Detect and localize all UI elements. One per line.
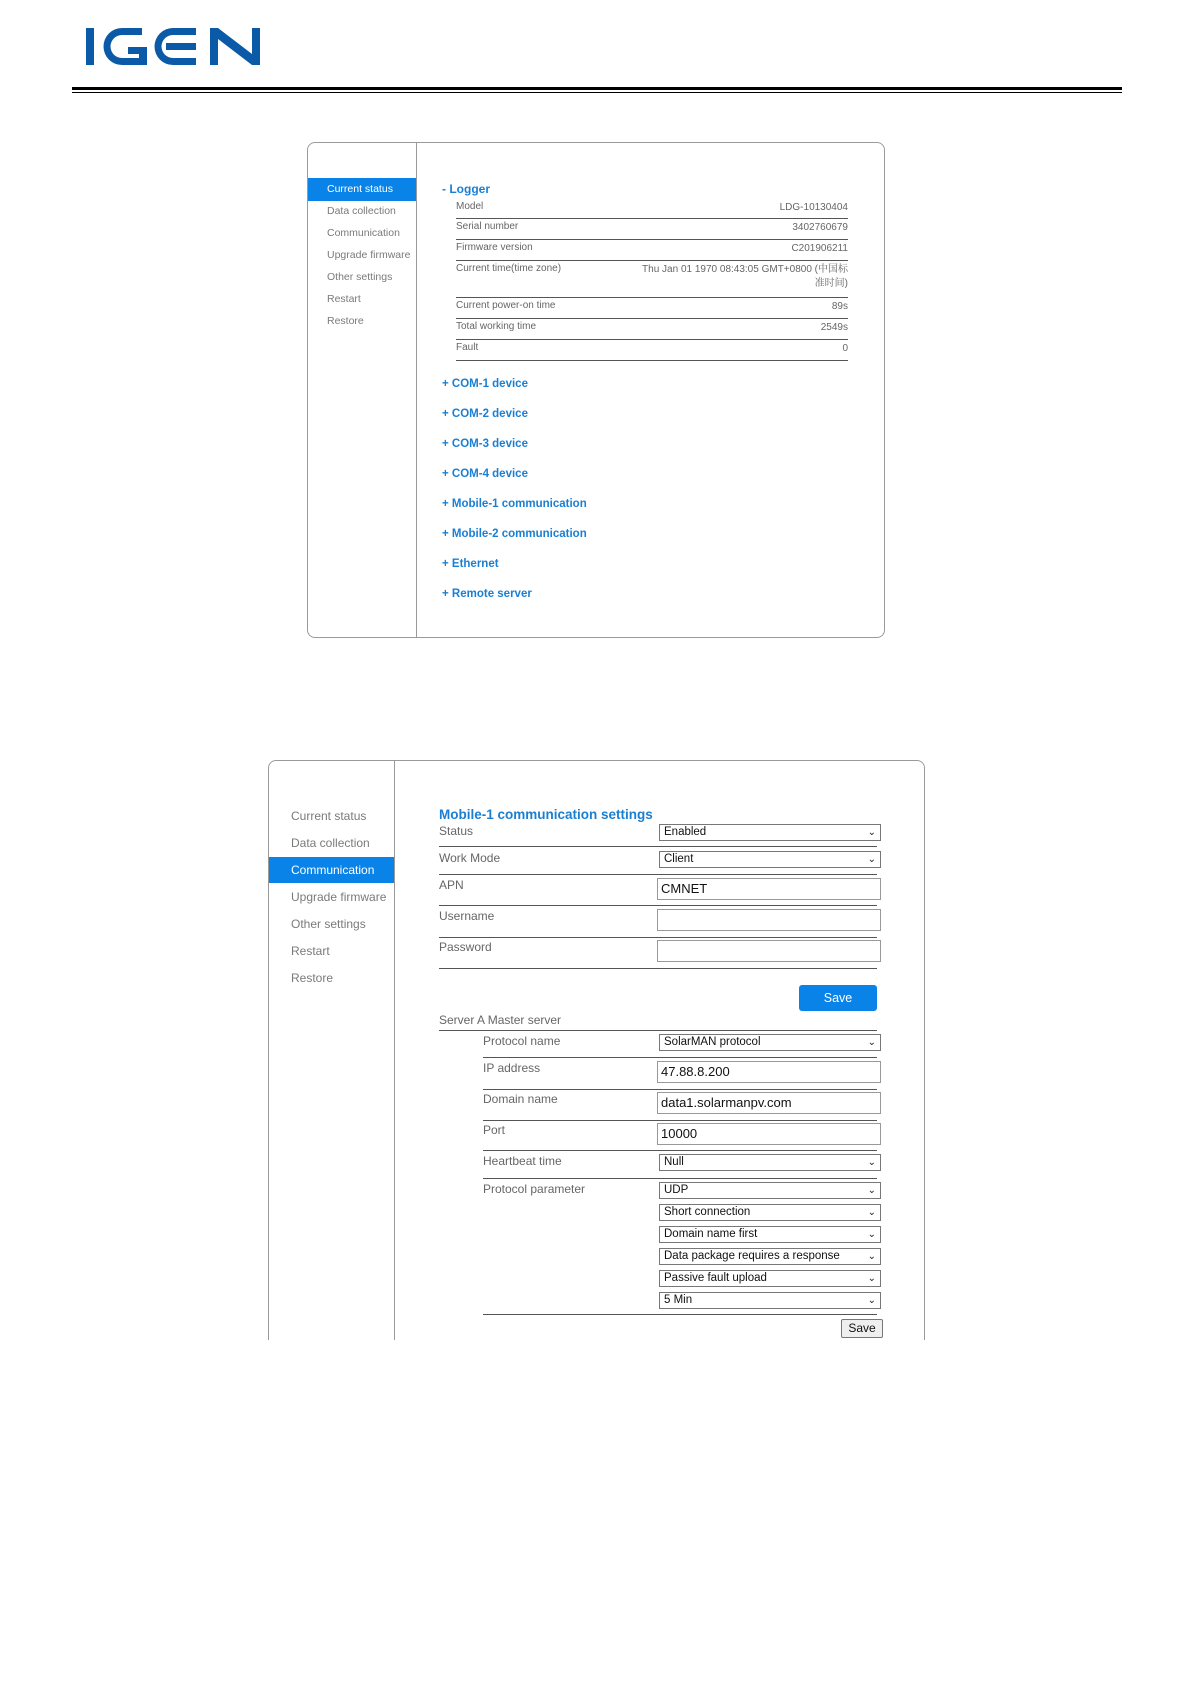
expand-remote-server[interactable]: + Remote server [442,588,532,600]
username-input[interactable] [657,909,881,931]
nav-upgrade-firmware[interactable]: Upgrade firmware [291,890,387,904]
sidebar [269,761,395,1340]
row-value: 89s [831,301,848,312]
igen-logo [86,26,300,68]
work-mode-label: Work Mode [439,851,501,865]
expand-com1-device[interactable]: + COM-1 device [442,378,528,390]
nav-data-collection[interactable]: Data collection [327,205,396,217]
status-content [416,143,884,637]
password-input[interactable] [657,940,881,962]
row-label: Total working time [456,321,537,332]
chevron-down-icon: ⌄ [867,1207,876,1218]
expand-mobile1-communication[interactable]: + Mobile-1 communication [442,498,587,510]
save-server-button[interactable]: Save [841,1319,883,1338]
work-mode-select[interactable]: Client ⌄ [659,851,881,868]
nav-current-status[interactable]: Current status [291,809,367,823]
chevron-down-icon: ⌄ [867,1251,876,1262]
protocol-parameter-select-transport[interactable]: UDP ⌄ [659,1182,881,1199]
row-value: C201906211 [791,243,848,254]
row-value: 3402760679 [792,222,848,233]
table-row [456,298,848,319]
table-row [456,340,848,361]
protocol-parameter-select-fault[interactable]: Passive fault upload ⌄ [659,1270,881,1287]
chevron-down-icon: ⌄ [867,827,876,838]
row-value: 0 [842,343,848,354]
status-label: Status [439,824,474,838]
apn-input[interactable]: CMNET [657,878,881,900]
row-value [642,263,848,291]
protocol-parameter-select-connection[interactable]: Short connection ⌄ [659,1204,881,1221]
sidebar [308,143,417,637]
row-label: Fault [456,342,479,353]
logger-heading[interactable]: - Logger [442,182,490,196]
row-label: Current power-on time [456,300,556,311]
settings-title: Mobile-1 communication settings [439,807,653,822]
nav-communication[interactable]: Communication [269,857,394,883]
time-line-1: Thu Jan 01 1970 08:43:05 GMT+0800 (中国标 [642,264,848,275]
nav-restore[interactable]: Restore [291,971,334,985]
protocol-parameter-select-response[interactable]: Data package requires a response ⌄ [659,1248,881,1265]
row-label: Current time(time zone) [456,263,562,274]
expand-com3-device[interactable]: + COM-3 device [442,438,528,450]
current-status-screenshot [307,142,885,638]
protocol-parameter-select-interval[interactable]: 5 Min ⌄ [659,1292,881,1309]
nav-restart[interactable]: Restart [291,944,330,958]
chevron-down-icon: ⌄ [867,1273,876,1284]
header-rule-thick [72,87,1122,90]
expand-com4-device[interactable]: + COM-4 device [442,468,528,480]
table-row [456,319,848,340]
protocol-parameter-select-domain[interactable]: Domain name first ⌄ [659,1226,881,1243]
table-row [456,199,848,219]
expand-ethernet[interactable]: + Ethernet [442,558,499,570]
heartbeat-select[interactable]: Null ⌄ [659,1154,881,1171]
domain-name-label: Domain name [483,1092,558,1106]
nav-other-settings[interactable]: Other settings [327,271,393,283]
expand-mobile2-communication[interactable]: + Mobile-2 communication [442,528,587,540]
table-row [456,261,848,298]
protocol-parameter-label: Protocol parameter [483,1182,586,1196]
status-select[interactable]: Enabled ⌄ [659,824,881,841]
nav-other-settings[interactable]: Other settings [291,917,366,931]
heartbeat-label: Heartbeat time [483,1154,562,1168]
table-row [456,240,848,261]
mobile-settings-screenshot [268,760,925,1340]
chevron-down-icon: ⌄ [867,1295,876,1306]
nav-communication[interactable]: Communication [327,227,400,239]
port-input[interactable]: 10000 [657,1123,881,1145]
chevron-down-icon: ⌄ [867,1229,876,1240]
port-label: Port [483,1123,506,1137]
row-label: Serial number [456,221,519,232]
chevron-down-icon: ⌄ [867,1185,876,1196]
row-value: LDG-10130404 [779,202,848,213]
nav-upgrade-firmware[interactable]: Upgrade firmware [327,249,411,261]
chevron-down-icon: ⌄ [867,854,876,865]
table-row [456,219,848,240]
ip-address-input[interactable]: 47.88.8.200 [657,1061,881,1083]
server-section-heading: Server A Master server [439,1013,877,1031]
row-label: Firmware version [456,242,533,253]
nav-restore[interactable]: Restore [327,315,364,327]
row-label: Model [456,201,484,212]
nav-data-collection[interactable]: Data collection [291,836,370,850]
password-label: Password [439,940,492,954]
protocol-name-label: Protocol name [483,1034,561,1048]
settings-content [394,761,924,1340]
chevron-down-icon: ⌄ [867,1157,876,1168]
expand-com2-device[interactable]: + COM-2 device [442,408,528,420]
nav-current-status[interactable]: Current status [308,178,416,201]
ip-address-label: IP address [483,1061,541,1075]
domain-name-input[interactable]: data1.solarmanpv.com [657,1092,881,1114]
header-rule-thin [72,92,1122,93]
apn-label: APN [439,878,464,892]
nav-restart[interactable]: Restart [327,293,361,305]
chevron-down-icon: ⌄ [867,1037,876,1048]
save-button[interactable]: Save [799,985,877,1011]
row-value: 2549s [820,322,848,333]
username-label: Username [439,909,495,923]
time-line-2: 准时间) [814,278,848,289]
protocol-name-select[interactable]: SolarMAN protocol ⌄ [659,1034,881,1051]
